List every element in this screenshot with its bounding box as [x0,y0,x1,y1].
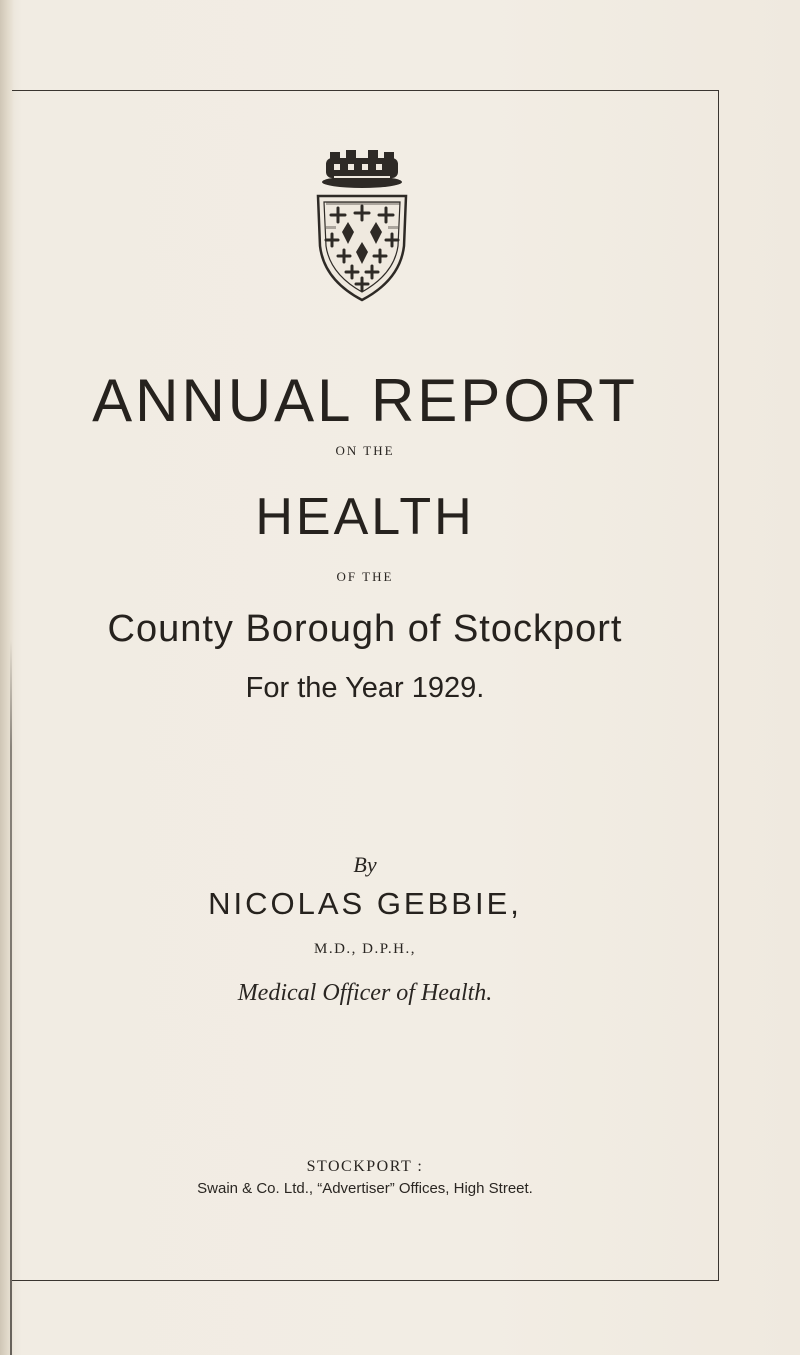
title-health: HEALTH [255,488,475,546]
author-role: Medical Officer of Health. [237,980,493,1006]
author-degrees: M.D., D.P.H., [313,941,416,957]
subtitle-of-the: OF THE [336,569,394,584]
coat-of-arms-icon [314,150,410,302]
printer-imprint: Swain & Co. Ltd., “Advertiser” Offices, High Street. [197,1180,533,1197]
author-name: NICOLAS GEBBIE, [208,886,522,921]
title-annual-report: ANNUAL REPORT [92,367,638,434]
report-year: For the Year 1929. [245,672,485,704]
publication-place: STOCKPORT : [306,1158,424,1175]
by-label: By [353,852,377,877]
subtitle-on-the: ON THE [335,443,395,458]
county-borough-heading: County Borough of Stockport [107,608,623,650]
